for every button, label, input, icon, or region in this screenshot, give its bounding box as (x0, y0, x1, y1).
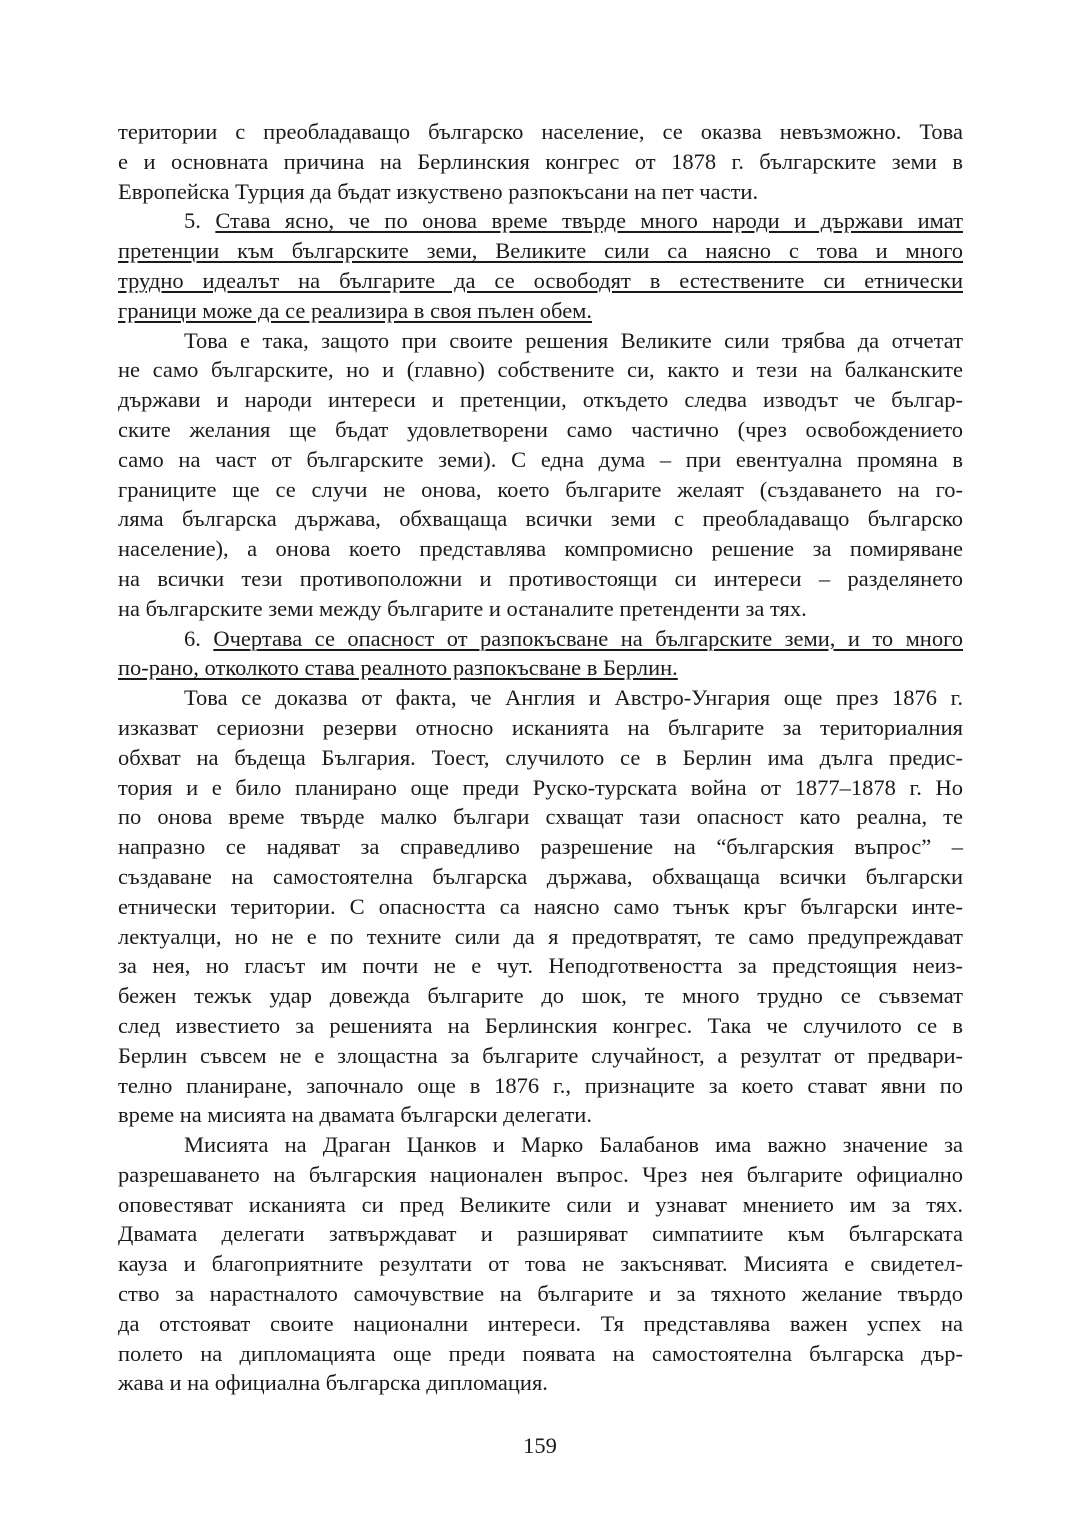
paragraph-2-line-2 (118, 236, 963, 266)
underlined-text: претенции към българските земи, Великите сили са наясно с това и много (118, 238, 963, 264)
paragraph-5-line-11 (118, 981, 963, 1011)
paragraph-5-line-13 (118, 1041, 963, 1071)
text-segment: не само българските, но и (главно) собствените си, както и тези на балканските (118, 357, 963, 383)
underlined-text: трудно идеалът на българите да се освободят в естествените си етнически (118, 267, 963, 293)
paragraph-5-line-8 (118, 892, 963, 922)
paragraph-5-line-5 (118, 802, 963, 832)
text-segment: ство за нарастналото самочувствие на българите и за тяхното желание твърдо (118, 1281, 963, 1307)
text-segment: Мисията на Драган Цанков и Марко Балабанов има важно значение за (184, 1132, 963, 1158)
paragraph-3-line-9 (118, 564, 963, 594)
paragraph-6-line-5 (118, 1249, 963, 1279)
text-segment: население), а онова което представлява компромисно решение за помиряване (118, 536, 963, 562)
text-segment: оповестяват исканията си пред Великите сили и узнават мнението им за тях. (118, 1191, 963, 1217)
text-segment: територии с преобладаващо българско население, се оказва невъзможно. Това (118, 119, 963, 144)
paragraph-3-line-8 (118, 534, 963, 564)
paragraph-6-line-3 (118, 1190, 963, 1220)
text-segment: етнически територии. С опасността са наясно само тънък кръг български инте- (118, 893, 963, 919)
paragraph-5-line-10 (118, 951, 963, 981)
paragraph-6-line-7 (118, 1309, 963, 1339)
text-segment: само на част от българските земи). С една дума – при евентуална промяна в (118, 446, 963, 472)
paragraph-1-line-1 (118, 117, 963, 147)
paragraph-3-line-7 (118, 504, 963, 534)
text-segment: Берлин съвсем не е злощастна за българите случайност, а резултат от предвари- (118, 1042, 963, 1068)
text-segment: телно планиране, започнало още в 1876 г., признаците за което стават явни по (118, 1072, 963, 1098)
text-segment: кауза и благоприятните резултати от това не закъсняват. Мисията е свидетел- (118, 1251, 963, 1277)
text-segment: 5. (184, 208, 216, 234)
paragraph-4-line-1 (118, 624, 963, 654)
text-segment: Това се доказва от факта, че Англия и Австро-Унгария още през 1876 г. (184, 685, 963, 711)
text-segment: ляма българска държава, обхващаща всички земи с преобладаващо българско (118, 506, 963, 532)
paragraph-3-line-2 (118, 355, 963, 385)
text-segment: бежен тежък удар довежда българите до шок, те много трудно се съвземат (118, 983, 963, 1009)
text-segment: време на мисията на двамата български делегати. (118, 1102, 592, 1128)
text-segment: по онова време твърде малко българи схващат тази опасност като реална, те (118, 804, 963, 830)
paragraph-3-line-5 (118, 445, 963, 475)
paragraph-2-line-4 (118, 296, 963, 326)
paragraph-5-line-4 (118, 773, 963, 803)
text-segment: разрешаването на българския национален въпрос. Чрез нея българите официално (118, 1161, 963, 1187)
paragraph-5-line-3 (118, 743, 963, 773)
paragraph-5-line-6 (118, 832, 963, 862)
paragraph-1-line-3 (118, 177, 963, 207)
text-segment: държави и народи интереси и претенции, откъдето следва изводът че българ- (118, 387, 963, 413)
text-segment: лектуалци, но не е по техните сили да я предотвратят, те само предупреждават (118, 923, 963, 949)
underlined-text: по-рано, отколкото става реалното разпокъсване в Берлин. (118, 655, 678, 681)
paragraph-5-line-12 (118, 1011, 963, 1041)
text-segment: след известието за решенията на Берлинския конгрес. Така че случилото се в (118, 1012, 963, 1038)
page-body (118, 117, 963, 1398)
text-segment: Двамата делегати затвърждават и разширяват симпатиите към българската (118, 1221, 963, 1247)
paragraph-3-line-4 (118, 415, 963, 445)
underlined-text: Очертава се опасност от разпокъсване на българските земи, и то много (213, 625, 964, 651)
paragraph-5-line-15 (118, 1100, 963, 1130)
underlined-text: Става ясно, че по онова време твърде много народи и държави имат (215, 208, 963, 234)
text-segment: Това е така, защото при своите решения Великите сили трябва да отчетат (184, 327, 963, 353)
text-segment: за нея, но гласът им почти не е чут. Неподготвеността за предстоящия неиз- (118, 953, 963, 979)
paragraph-6-line-8 (118, 1339, 963, 1369)
paragraph-6-line-6 (118, 1279, 963, 1309)
text-segment: границите ще се случи не онова, което българите желаят (създаването на го- (118, 476, 963, 502)
paragraph-5-line-9 (118, 922, 963, 952)
paragraph-3-line-6 (118, 475, 963, 505)
text-segment: обхват на бъдеща България. Тоест, случилото се в Берлин има дълга предис- (118, 744, 963, 770)
text-segment: жава и на официална българска дипломация. (118, 1370, 548, 1396)
text-segment: е и основната причина на Берлинския конгрес от 1878 г. българските земи в (118, 148, 963, 174)
paragraph-6-line-1 (118, 1130, 963, 1160)
paragraph-6-line-9 (118, 1368, 963, 1398)
text-segment: да отстояват своите национални интереси. Тя представлява важен успех на (118, 1310, 963, 1336)
text-segment: 6. (184, 625, 214, 651)
paragraph-6-line-4 (118, 1219, 963, 1249)
paragraph-3-line-10 (118, 594, 963, 624)
paragraph-4-line-2 (118, 653, 963, 683)
paragraph-5-line-7 (118, 862, 963, 892)
paragraph-1-line-2 (118, 147, 963, 177)
paragraph-5-line-1 (118, 683, 963, 713)
paragraph-3-line-1 (118, 326, 963, 356)
paragraph-6-line-2 (118, 1160, 963, 1190)
page-number: 159 (523, 1433, 557, 1458)
paragraph-2-line-1 (118, 206, 963, 236)
text-segment: създаване на самостоятелна българска държава, обхващаща всички български (118, 863, 963, 889)
text-segment: на всички тези противоположни и противостоящи си интереси – разделянето (118, 565, 963, 591)
paragraph-5-line-14 (118, 1071, 963, 1101)
underlined-text: граници може да се реализира в своя пълен обем. (118, 297, 593, 323)
paragraph-3-line-3 (118, 385, 963, 415)
text-segment: полето на дипломацията още преди появата на самостоятелна българска дър- (118, 1340, 963, 1366)
paragraph-2-line-3 (118, 266, 963, 296)
text-segment: тория и е било планирано още преди Руско-турската война от 1877–1878 г. Но (118, 774, 963, 800)
text-segment: изказват сериозни резерви относно исканията на българите за териториалния (118, 714, 963, 740)
text-segment: ските желания ще бъдат удовлетворени само частично (чрез освобождението (118, 416, 963, 442)
text-segment: на българските земи между българите и останалите претенденти за тях. (118, 595, 807, 621)
text-segment: Европейска Турция да бъдат изкуствено разпокъсани на пет части. (118, 178, 759, 204)
paragraph-5-line-2 (118, 713, 963, 743)
text-segment: напразно се надяват за справедливо разрешение на “българския въпрос” – (118, 834, 963, 860)
